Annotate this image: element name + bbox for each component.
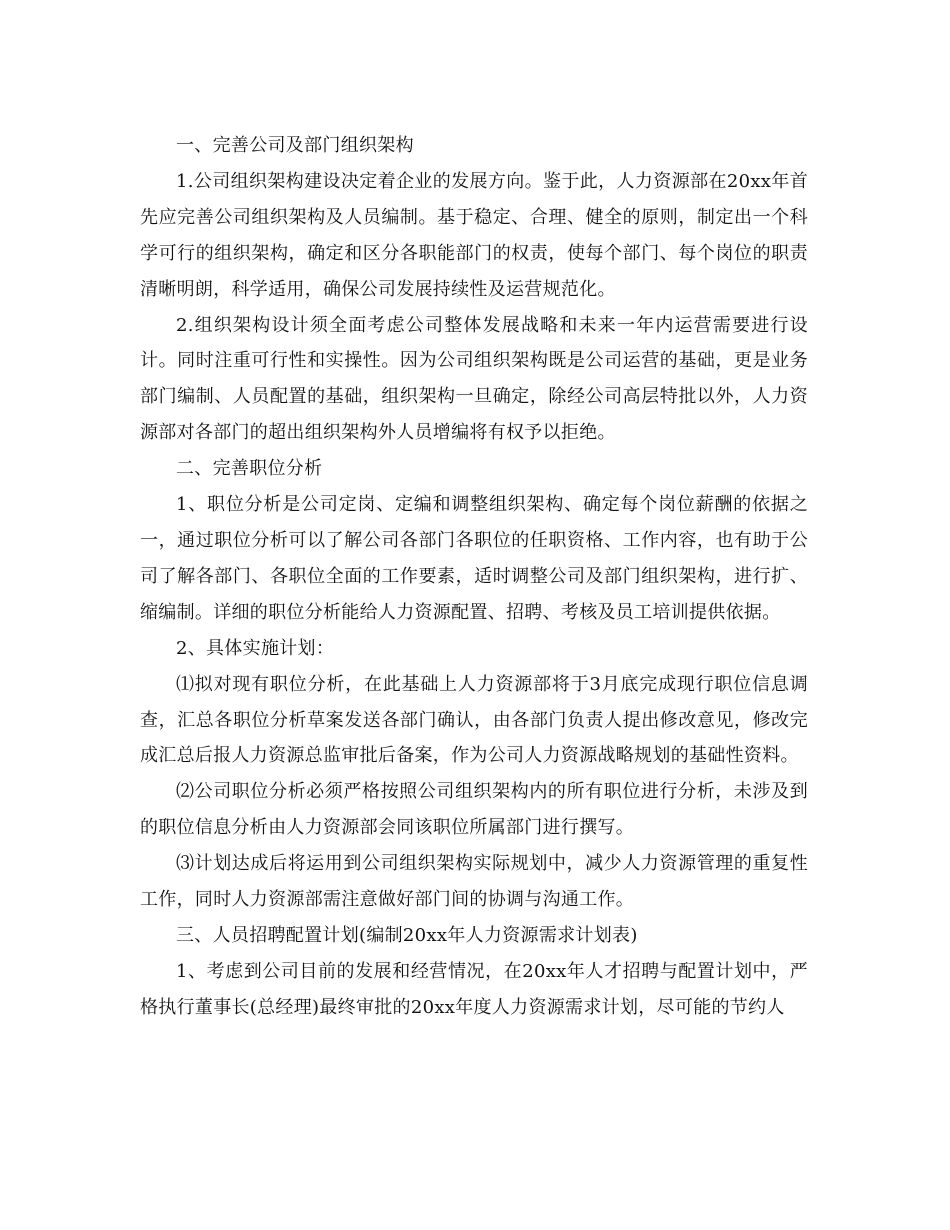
section-heading-2: 二、完善职位分析	[176, 458, 323, 480]
paragraph-3-1: 1、考虑到公司目前的发展和经营情况，在20xx年人才招聘与配置计划中，严格执行董事长(总经理)最终审批的20xx年度人力资源需求计划，尽可能的节约人	[140, 960, 808, 1018]
paragraph-2-2: 2、具体实施计划：	[176, 637, 335, 659]
paragraph-1-2: 2.组织架构设计须全面考虑公司整体发展战略和未来一年内运营需要进行设计。同时注重可行性和实操性。因为公司组织架构既是公司运营的基础，更是业务部门编制、人员配置的基础，组织架构一旦确定，除经公司高层特批以外，人力资源部对各部门的超出组织架构外人员增编将有权予以拒绝。	[140, 314, 808, 444]
paragraph-2-1: 1、职位分析是公司定岗、定编和调整组织架构、确定每个岗位薪酬的依据之一，通过职位分析可以了解公司各部门各职位的任职资格、工作内容，也有助于公司了解各部门、各职位全面的工作要素，适时调整公司及部门组织架构，进行扩、缩编制。详细的职位分析能给人力资源配置、招聘、考核及员工培训提供依据。	[140, 494, 808, 623]
paragraph-2-2-2: ⑵公司职位分析必须严格按照公司组织架构内的所有职位进行分析，未涉及到的职位信息分析由人力资源部会同该职位所属部门进行撰写。	[140, 781, 808, 839]
paragraph-2-2-3: ⑶计划达成后将运用到公司组织架构实际规划中，减少人力资源管理的重复性工作，同时人力资源部需注意做好部门间的协调与沟通工作。	[140, 853, 808, 911]
section-heading-1: 一、完善公司及部门组织架构	[176, 135, 414, 156]
document-body	[140, 128, 808, 1026]
section-heading-3: 三、人员招聘配置计划(编制20xx年人力资源需求计划表)	[176, 924, 638, 946]
paragraph-2-2-1: ⑴拟对现有职位分析，在此基础上人力资源部将于3月底完成现行职位信息调查，汇总各职位分析草案发送各部门确认，由各部门负责人提出修改意见，修改完成汇总后报人力资源总监审批后备案，作为公司人力资源战略规划的基础性资料。	[140, 673, 808, 767]
paragraph-1-1: 1.公司组织架构建设决定着企业的发展方向。鉴于此，人力资源部在20xx年首先应完善公司组织架构及人员编制。基于稳定、合理、健全的原则，制定出一个科学可行的组织架构，确定和区分各职能部门的权责，使每个部门、每个岗位的职责清晰明朗，科学适用，确保公司发展持续性及运营规范化。	[140, 170, 808, 300]
